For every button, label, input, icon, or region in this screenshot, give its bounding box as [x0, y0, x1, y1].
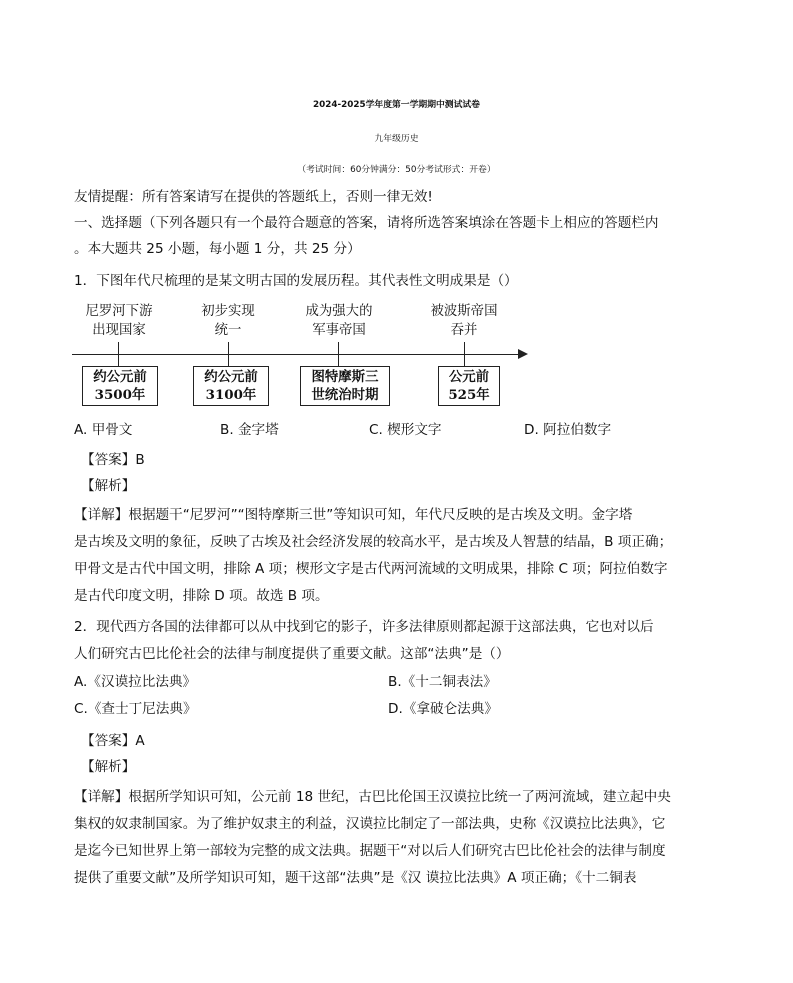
q1-stem: 1．下图年代尺梳理的是某文明古国的发展历程。其代表性文明成果是（） [74, 273, 518, 289]
q1-detail-line1: 【详解】根据题干“尼罗河”“图特摩斯三世”等知识可知，年代尺反映的是古埃及文明。金字塔 [74, 507, 633, 523]
timeline-tick-2 [228, 342, 229, 366]
q2-option-a: A.《汉谟拉比法典》 [74, 674, 197, 690]
timeline-event-3-label: 成为强大的 军事帝国 [305, 304, 373, 338]
timeline-event-1-date: 约公元前 3500年 [82, 366, 158, 406]
timeline-tick-4 [464, 342, 465, 366]
timeline-tick-1 [118, 342, 119, 366]
q2-detail-line4: 提供了重要文献”及所学知识可知，题干这部“法典”是《汉 谟拉比法典》A 项正确；《十二铜表 [74, 870, 637, 886]
timeline-event-3-date: 图特摩斯三 世统治时期 [300, 366, 390, 406]
timeline-figure [70, 300, 540, 412]
q2-option-b: B.《十二铜表法》 [388, 674, 497, 690]
exam-info: （考试时间：60分钟满分：50分考试形式：开卷） [297, 165, 496, 175]
exam-subject: 九年级历史 [374, 134, 419, 144]
q1-option-a: A. 甲骨文 [74, 422, 133, 438]
timeline-arrow-icon [518, 349, 528, 359]
timeline-event-4-label: 被波斯帝国 吞并 [430, 304, 498, 338]
q1-option-d: D. 阿拉伯数字 [524, 422, 612, 438]
q1-analysis-label: 【解析】 [81, 478, 136, 494]
reminder: 友情提醒：所有答案请写在提供的答题纸上，否则一律无效! [74, 189, 433, 205]
q1-detail-line3: 甲骨文是古代中国文明，排除 A 项；楔形文字是古代两河流域的文明成果，排除 C 项；阿拉伯数字 [74, 561, 668, 577]
q2-option-d: D.《拿破仑法典》 [388, 701, 498, 717]
timeline-event-2-date: 约公元前 3100年 [193, 366, 269, 406]
timeline-tick-3 [338, 342, 339, 366]
timeline-event-2-label: 初步实现 统一 [201, 304, 255, 338]
timeline-event-1-label: 尼罗河下游 出现国家 [85, 304, 153, 338]
section-heading-line1: 一、选择题（下列各题只有一个最符合题意的答案，请将所选答案填涂在答题卡上相应的答题栏内 [74, 215, 659, 231]
q1-detail-line4: 是古代印度文明，排除 D 项。故选 B 项。 [74, 588, 329, 604]
q2-stem-line1: 2．现代西方各国的法律都可以从中找到它的影子，许多法律原则都起源于这部法典，它也对以后 [74, 619, 654, 635]
q2-analysis-label: 【解析】 [81, 759, 136, 775]
q2-detail-line3: 是迄今已知世界上第一部较为完整的成文法典。据题干“对以后人们研究古巴比伦社会的法律与制度 [74, 843, 666, 859]
q1-option-b: B. 金字塔 [220, 422, 279, 438]
q2-stem-line2: 人们研究古巴比伦社会的法律与制度提供了重要文献。这部“法典”是（） [74, 646, 510, 662]
timeline-axis [72, 354, 520, 355]
q2-detail-line2: 集权的奴隶制国家。为了维护奴隶主的利益，汉谟拉比制定了一部法典，史称《汉谟拉比法典》，它 [74, 816, 666, 832]
q2-answer: 【答案】A [81, 733, 145, 749]
q1-option-c: C. 楔形文字 [369, 422, 442, 438]
timeline-event-4-date: 公元前 525年 [438, 366, 500, 406]
q2-detail-line1: 【详解】根据所学知识可知，公元前 18 世纪，古巴比伦国王汉谟拉比统一了两河流域，建立起中央 [74, 789, 671, 805]
q2-option-c: C.《查士丁尼法典》 [74, 701, 197, 717]
exam-title: 2024-2025学年度第一学期期中测试试卷 [313, 100, 480, 110]
q1-answer: 【答案】B [81, 452, 145, 468]
q1-detail-line2: 是古埃及文明的象征，反映了古埃及社会经济发展的较高水平，是古埃及人智慧的结晶，B 项正确； [74, 534, 673, 550]
section-heading-line2: 。本大题共 25 小题，每小题 1 分，共 25 分） [74, 241, 361, 257]
